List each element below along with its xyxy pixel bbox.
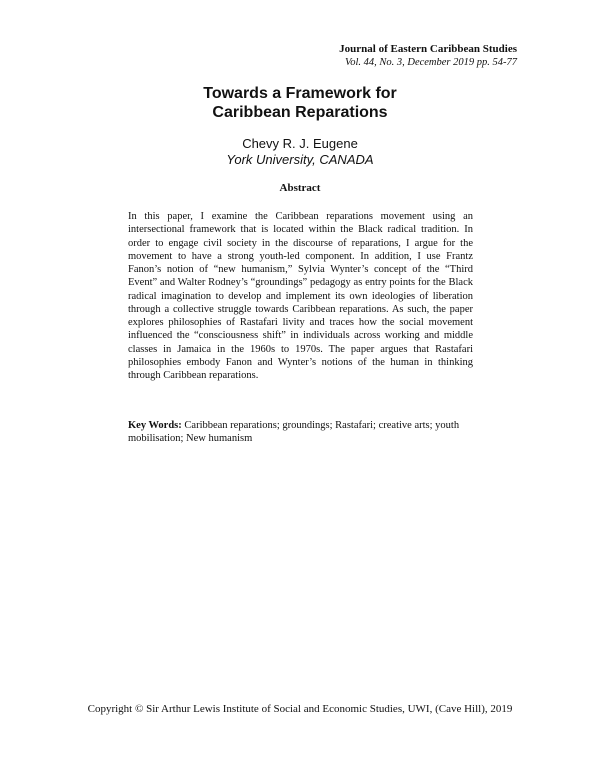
article-title-line-1: Towards a Framework for [203, 85, 397, 102]
journal-name: Journal of Eastern Caribbean Studies [339, 43, 517, 55]
abstract-heading: Abstract [279, 182, 321, 194]
article-title [0, 84, 600, 122]
keywords-text: Caribbean reparations; groundings; Rastafari; creative arts; youth mobilisation; New humanism [128, 420, 460, 445]
journal-volume-line: Vol. 44, No. 3, December 2019 pp. 54-77 [344, 57, 517, 68]
copyright-footer: Copyright © Sir Arthur Lewis Institute of Social and Economic Studies, UWI, (Cave Hill), 2019 [87, 703, 513, 715]
author-affiliation: York University, CANADA [226, 152, 374, 167]
keywords [128, 419, 473, 446]
article-title-line-2: Caribbean Reparations [212, 104, 388, 121]
author-name: Chevy R. J. Eugene [242, 136, 358, 151]
journal-header [339, 42, 517, 70]
author-block [0, 136, 600, 168]
abstract-text: In this paper, I examine the Caribbean reparations movement using an intersectional framework that is located within the Black radical tradition. In order to engage civil society in the discourse of reparations, I argue for the movement to have a strong youth-led component. In addition, I use Frantz Fanon’s notion of “new humanism,” Sylvia Wynter’s concept of the “Third Event” and Walter Rodney’s “groundings” pedagogy as entry points for the Black radical imagination to develop and implement its own ideologies of liberation through a collective struggle towards Caribbean reparations. As such, the paper explores philosophies of Rastafari livity and traces how the social movement influenced the “consciousness shift” in individuals across working and middle classes in Jamaica in the 1960s to 1970s. The paper argues that Rastafari philosophies embody Fanon and Wynter’s notions of the human in thinking through Caribbean reparations. [128, 211, 473, 381]
keywords-label: Key Words: [128, 420, 182, 431]
